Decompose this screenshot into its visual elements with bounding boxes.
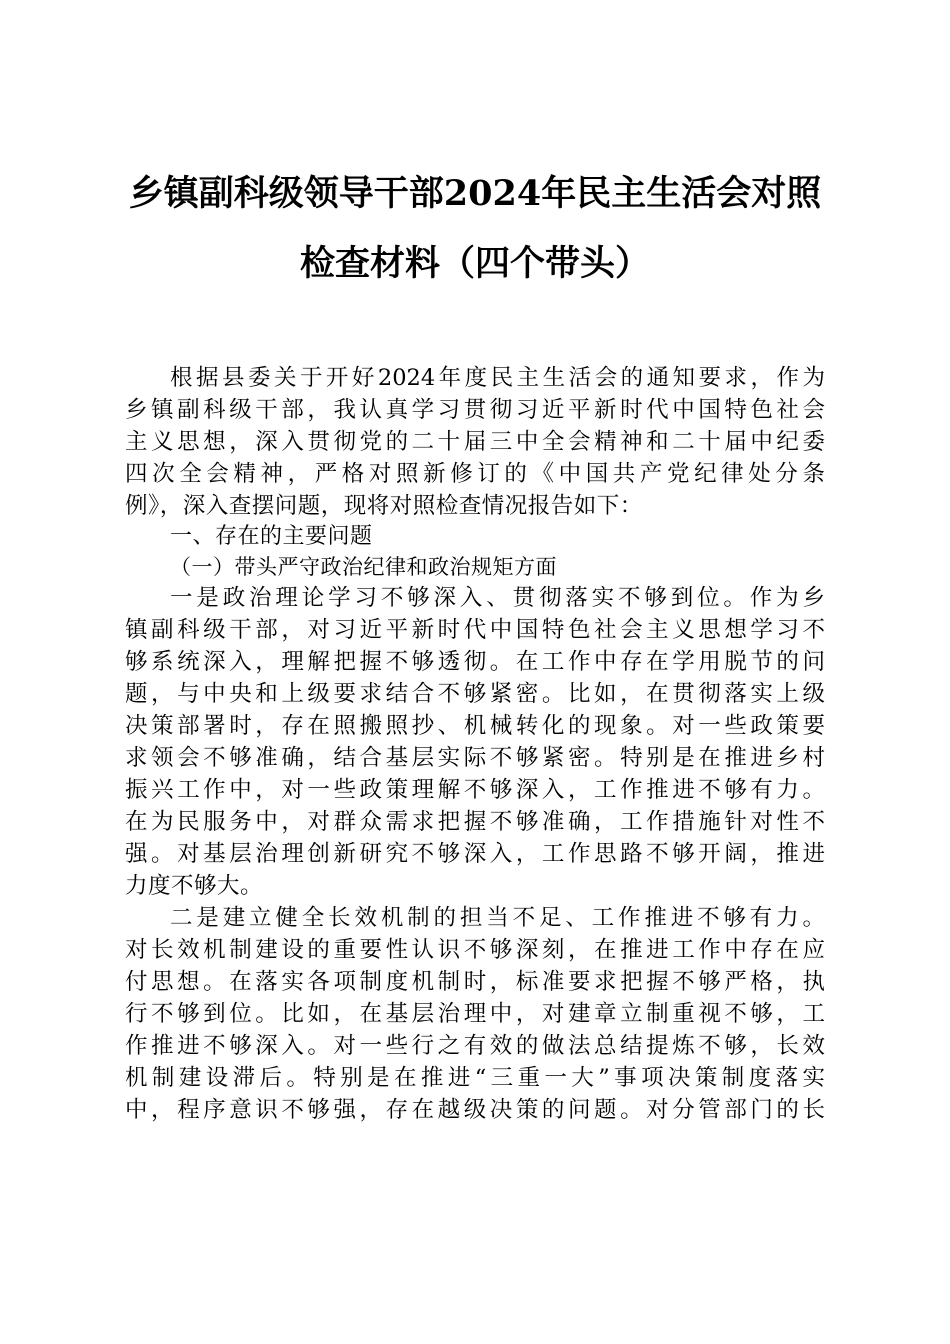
intro-line: 主义思想，深入贯彻党的二十届三中全会精神和二十届中纪委 — [125, 429, 825, 455]
paragraph-line: 一是政治理论学习不够深入、贯彻落实不够到位。作为乡 — [170, 585, 825, 611]
intro-line: 例》，深入查摆问题，现将对照检查情况报告如下： — [125, 493, 643, 519]
intro-line: 乡镇副科级干部，我认真学习贯彻习近平新时代中国特色社会 — [125, 397, 825, 423]
paragraph-line: 振兴工作中，对一些政策理解不够深入，工作推进不够有力。 — [125, 777, 825, 803]
paragraph-line: 付思想。在落实各项制度机制时，标准要求把握不够严格，执 — [125, 969, 825, 995]
subsection-heading: （一）带头严守政治纪律和政治规矩方面 — [170, 555, 557, 579]
paragraph-line: 作推进不够深入。对一些行之有效的做法总结提炼不够，长效 — [125, 1033, 825, 1059]
section-heading: 一、存在的主要问题 — [170, 524, 373, 549]
paragraph-line: 决策部署时，存在照搬照抄、机械转化的现象。对一些政策要 — [125, 713, 825, 739]
paragraph-line: 力度不够大。 — [125, 873, 264, 899]
paragraph-line: 镇副科级干部，对习近平新时代中国特色社会主义思想学习不 — [125, 617, 825, 643]
paragraph-line: 机制建设滞后。特别是在推进“三重一大”事项决策制度落实 — [125, 1065, 825, 1091]
paragraph-line: 强。对基层治理创新研究不够深入，工作思路不够开阔，推进 — [125, 841, 825, 867]
paragraph-line: 求领会不够准确，结合基层实际不够紧密。特别是在推进乡村 — [125, 745, 825, 771]
document-body — [125, 362, 825, 1126]
paragraph-line: 二是建立健全长效机制的担当不足、工作推进不够有力。 — [170, 905, 825, 931]
paragraph-line: 够系统深入，理解把握不够透彻。在工作中存在学用脱节的问 — [125, 649, 825, 675]
paragraph-line: 中，程序意识不够强，存在越级决策的问题。对分管部门的长 — [125, 1097, 825, 1123]
document-title-line-1: 乡镇副科级领导干部2024年民主生活会对照 — [128, 173, 822, 214]
paragraph-line: 在为民服务中，对群众需求把握不够准确，工作措施针对性不 — [125, 809, 825, 835]
intro-line: 四次全会精神，严格对照新修订的《中国共产党纪律处分条 — [125, 461, 825, 487]
paragraph-line: 行不够到位。比如，在基层治理中，对建章立制重视不够，工 — [125, 1001, 825, 1027]
problem-paragraph-2 — [125, 902, 825, 1126]
paragraph-line: 对长效机制建设的重要性认识不够深刻，在推进工作中存在应 — [125, 937, 825, 963]
intro-paragraph — [125, 362, 825, 522]
document-title-line-2: 检查材料（四个带头） — [299, 243, 650, 284]
paragraph-line: 题，与中央和上级要求结合不够紧密。比如，在贯彻落实上级 — [125, 681, 825, 707]
problem-paragraph-1 — [125, 582, 825, 902]
intro-line: 根据县委关于开好2024年度民主生活会的通知要求，作为 — [170, 365, 825, 391]
